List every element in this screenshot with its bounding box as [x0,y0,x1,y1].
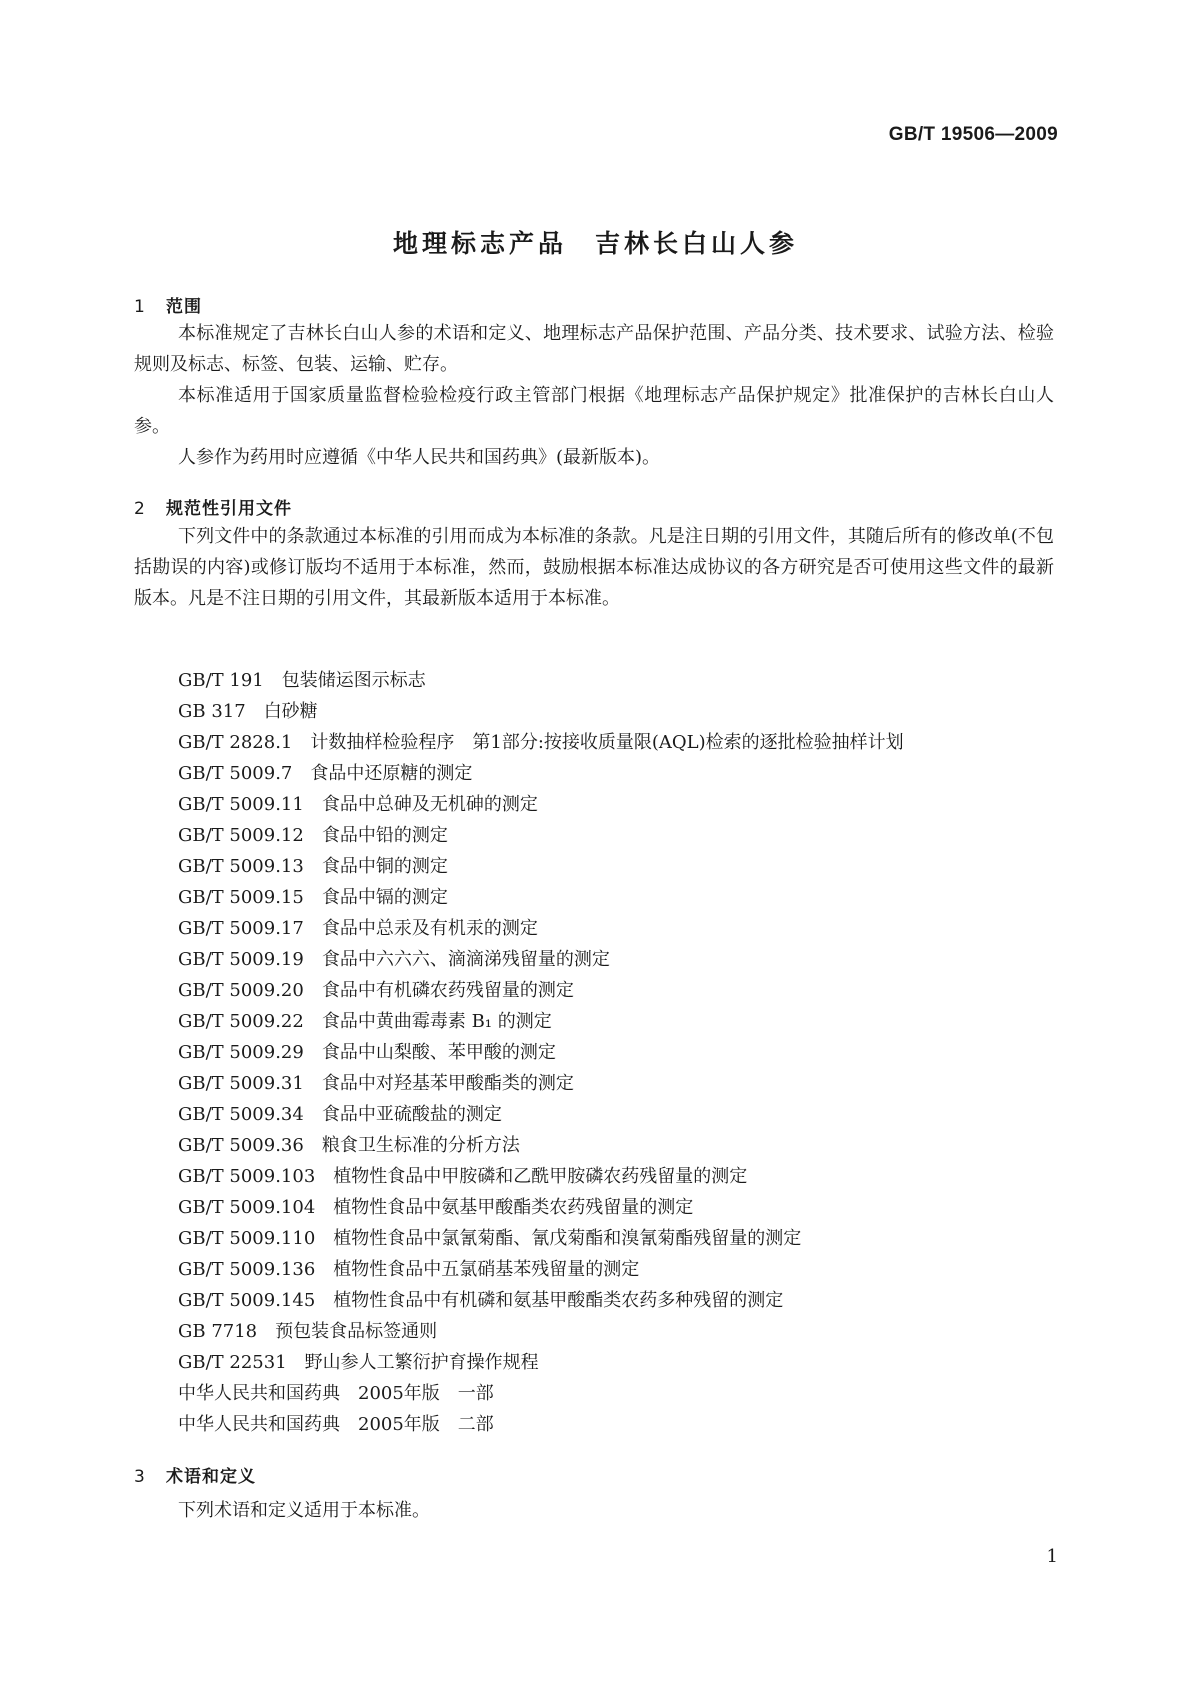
reference-item [178,727,904,758]
reference-item [178,758,904,789]
reference-title: 白砂糖 [263,701,318,722]
reference-title: 食品中总砷及无机砷的测定 [321,794,538,815]
reference-item [178,975,904,1006]
section-title: 规范性引用文件 [166,499,292,519]
reference-item [178,696,904,727]
reference-code: GB/T 22531 [178,1352,287,1373]
reference-item [178,1285,904,1316]
reference-item [178,1006,904,1037]
reference-code: GB/T 5009.103 [178,1166,316,1187]
reference-item [178,820,904,851]
reference-item [178,1254,904,1285]
reference-title: 食品中铅的测定 [321,825,448,846]
reference-title: 食品中六六六、滴滴涕残留量的测定 [321,949,610,970]
reference-title: 食品中有机磷农药残留量的测定 [321,980,574,1001]
reference-title: 野山参人工繁衍护育操作规程 [304,1352,539,1373]
section-heading-normative-references [134,494,292,519]
section-title: 术语和定义 [166,1467,256,1487]
reference-code: GB/T 5009.11 [178,794,304,815]
reference-code: GB/T 5009.29 [178,1042,304,1063]
reference-title: 食品中铜的测定 [321,856,448,877]
paragraph: 本标准适用于国家质量监督检验检疫行政主管部门根据《地理标志产品保护规定》批准保护的吉林长白山人参。 [134,385,1054,437]
reference-code: GB/T 5009.15 [178,887,304,908]
reference-code: 中华人民共和国药典 [178,1383,340,1404]
section-heading-scope [134,292,202,317]
reference-item [178,1409,904,1440]
section-number: 2 [134,499,146,519]
reference-title: 植物性食品中有机磷和氨基甲酸酯类农药多种残留的测定 [333,1290,784,1311]
reference-item [178,913,904,944]
reference-item [178,1068,904,1099]
reference-item [178,1378,904,1409]
reference-code: GB/T 5009.110 [178,1228,316,1249]
reference-title: 植物性食品中甲胺磷和乙酰甲胺磷农药残留量的测定 [333,1166,748,1187]
reference-code: GB/T 5009.7 [178,763,293,784]
reference-code: GB/T 5009.136 [178,1259,316,1280]
reference-title: 食品中镉的测定 [321,887,448,908]
paragraph: 下列文件中的条款通过本标准的引用而成为本标准的条款。凡是注日期的引用文件，其随后所有的修改单(不包括勘误的内容)或修订版均不适用于本标准，然而，鼓励根据本标准达成协议的各方研究是否可使用这些文件的最新版本。凡是不注日期的引用文件，其最新版本适用于本标准。 [134,526,1054,609]
paragraph: 本标准规定了吉林长白山人参的术语和定义、地理标志产品保护范围、产品分类、技术要求、试验方法、检验规则及标志、标签、包装、运输、贮存。 [134,323,1054,375]
reference-title: 食品中山梨酸、苯甲酸的测定 [321,1042,556,1063]
reference-code: GB/T 5009.17 [178,918,304,939]
reference-code: GB/T 5009.19 [178,949,304,970]
reference-item [178,665,904,696]
page-title [0,224,1191,260]
reference-title: 植物性食品中氯氰菊酯、氰戊菊酯和溴氰菊酯残留量的测定 [333,1228,802,1249]
reference-code: GB/T 5009.12 [178,825,304,846]
reference-code: GB 7718 [178,1321,258,1342]
reference-title: 食品中黄曲霉毒素 B₁ 的测定 [321,1011,552,1032]
reference-code: 中华人民共和国药典 [178,1414,340,1435]
reference-item [178,1316,904,1347]
reference-code: GB/T 5009.145 [178,1290,316,1311]
reference-title: 食品中亚硫酸盐的测定 [321,1104,502,1125]
reference-title: 食品中对羟基苯甲酸酯类的测定 [321,1073,574,1094]
title-part-2: 吉林长白山人参 [595,229,799,258]
reference-title: 食品中总汞及有机汞的测定 [321,918,538,939]
reference-title: 计数抽样检验程序 第1部分:按接收质量限(AQL)检索的逐批检验抽样计划 [310,732,904,753]
reference-code: GB/T 5009.13 [178,856,304,877]
reference-item [178,944,904,975]
reference-code: GB 317 [178,701,246,722]
standard-code: GB/T 19506—2009 [888,124,1058,145]
reference-title: 植物性食品中氨基甲酸酯类农药残留量的测定 [333,1197,694,1218]
reference-list [178,665,904,1440]
paragraph: 下列术语和定义适用于本标准。 [178,1500,430,1521]
page-number: 1 [1046,1546,1058,1567]
title-part-1: 地理标志产品 [392,229,567,258]
reference-code: GB/T 5009.20 [178,980,304,1001]
reference-title: 食品中还原糖的测定 [310,763,473,784]
reference-title: 预包装食品标签通则 [275,1321,438,1342]
reference-code: GB/T 2828.1 [178,732,293,753]
reference-title: 植物性食品中五氯硝基苯残留量的测定 [333,1259,640,1280]
reference-title: 2005年版 一部 [358,1383,494,1404]
reference-item [178,1099,904,1130]
reference-item [178,1192,904,1223]
section-heading-terms-definitions [134,1462,256,1487]
reference-code: GB/T 5009.31 [178,1073,304,1094]
reference-title: 2005年版 二部 [358,1414,494,1435]
reference-code: GB/T 191 [178,670,264,691]
reference-item [178,1347,904,1378]
reference-item [178,789,904,820]
reference-item [178,1223,904,1254]
reference-title: 粮食卫生标准的分析方法 [321,1135,520,1156]
section-title: 范围 [166,297,202,317]
reference-code: GB/T 5009.22 [178,1011,304,1032]
reference-item [178,1037,904,1068]
reference-item [178,882,904,913]
reference-code: GB/T 5009.104 [178,1197,316,1218]
reference-code: GB/T 5009.36 [178,1135,304,1156]
section-number: 3 [134,1467,146,1487]
reference-item [178,851,904,882]
reference-code: GB/T 5009.34 [178,1104,304,1125]
reference-item [178,1130,904,1161]
paragraph: 人参作为药用时应遵循《中华人民共和国药典》(最新版本)。 [178,447,661,468]
reference-title: 包装储运图示标志 [281,670,426,691]
section-number: 1 [134,297,146,317]
reference-item [178,1161,904,1192]
